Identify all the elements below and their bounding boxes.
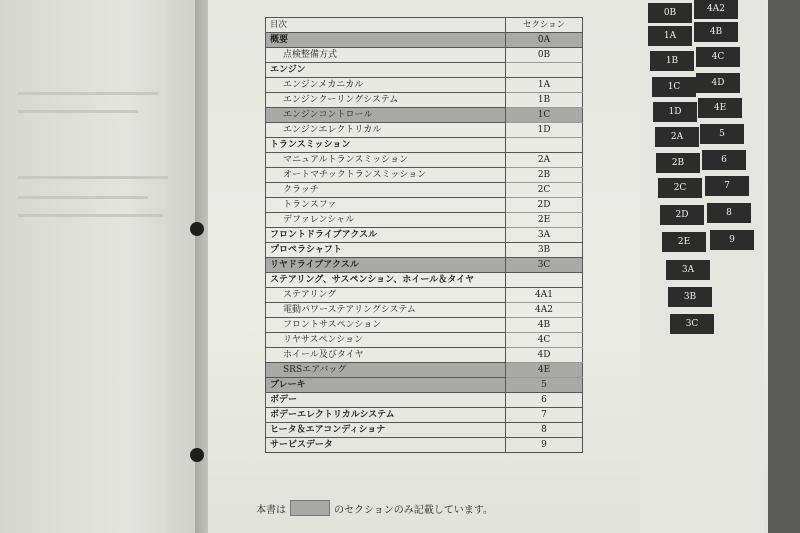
subsection-row bbox=[266, 198, 583, 213]
section-code: 2C bbox=[506, 183, 583, 198]
subsection-row bbox=[266, 303, 583, 318]
section-tab[interactable]: 2A bbox=[655, 127, 699, 147]
subsection-row bbox=[266, 363, 583, 378]
section-tab[interactable]: 1A bbox=[648, 26, 692, 46]
section-code: 3A bbox=[506, 228, 583, 243]
category-row bbox=[266, 438, 583, 453]
section-name: ボデー bbox=[266, 393, 506, 408]
section-name: マニュアルトランスミッション bbox=[266, 153, 506, 168]
category-row bbox=[266, 228, 583, 243]
section-tab[interactable]: 3A bbox=[666, 260, 710, 280]
faint-line bbox=[18, 214, 163, 217]
section-code: 0B bbox=[506, 48, 583, 63]
section-code: 6 bbox=[506, 393, 583, 408]
section-name: ホイール及びタイヤ bbox=[266, 348, 506, 363]
category-row bbox=[266, 33, 583, 48]
header-section: セクション bbox=[506, 18, 583, 33]
section-name: エンジンクーリングシステム bbox=[266, 93, 506, 108]
section-name: オートマチックトランスミッション bbox=[266, 168, 506, 183]
section-name: ブレーキ bbox=[266, 378, 506, 393]
section-name: エンジン bbox=[266, 63, 506, 78]
section-code: 1D bbox=[506, 123, 583, 138]
subsection-row bbox=[266, 123, 583, 138]
category-row bbox=[266, 258, 583, 273]
section-name: エンジンエレクトリカル bbox=[266, 123, 506, 138]
section-name: フロントサスペンション bbox=[266, 318, 506, 333]
section-tab[interactable]: 4C bbox=[696, 47, 740, 67]
section-code: 8 bbox=[506, 423, 583, 438]
section-name: SRSエアバッグ bbox=[266, 363, 506, 378]
section-tab[interactable]: 1B bbox=[650, 51, 694, 71]
section-code: 4B bbox=[506, 318, 583, 333]
section-name: エンジンコントロール bbox=[266, 108, 506, 123]
section-tab[interactable]: 9 bbox=[710, 230, 754, 250]
subsection-row bbox=[266, 153, 583, 168]
header-contents: 目次 bbox=[266, 18, 506, 33]
category-row bbox=[266, 408, 583, 423]
subsection-row bbox=[266, 213, 583, 228]
section-name: クラッチ bbox=[266, 183, 506, 198]
section-code: 1C bbox=[506, 108, 583, 123]
section-name: ヒータ＆エアコンディショナ bbox=[266, 423, 506, 438]
footnote bbox=[256, 500, 493, 516]
section-code: 2B bbox=[506, 168, 583, 183]
section-code: 9 bbox=[506, 438, 583, 453]
binder-hole bbox=[190, 448, 204, 462]
left-page bbox=[0, 0, 205, 533]
section-code: 2A bbox=[506, 153, 583, 168]
subsection-row bbox=[266, 168, 583, 183]
category-row bbox=[266, 393, 583, 408]
category-row bbox=[266, 378, 583, 393]
faint-line bbox=[18, 110, 138, 113]
footnote-suffix: のセクションのみ記載しています。 bbox=[334, 504, 493, 516]
section-tab[interactable]: 4E bbox=[698, 98, 742, 118]
subsection-row bbox=[266, 318, 583, 333]
section-name: トランスミッション bbox=[266, 138, 506, 153]
section-code: 0A bbox=[506, 33, 583, 48]
section-name: 点検整備方式 bbox=[266, 48, 506, 63]
section-code: 1B bbox=[506, 93, 583, 108]
section-name: エンジンメカニカル bbox=[266, 78, 506, 93]
section-name: ボデーエレクトリカルシステム bbox=[266, 408, 506, 423]
section-code: 1A bbox=[506, 78, 583, 93]
section-code: 3B bbox=[506, 243, 583, 258]
section-code: 4E bbox=[506, 363, 583, 378]
section-code: 4D bbox=[506, 348, 583, 363]
section-code: 4A2 bbox=[506, 303, 583, 318]
subsection-row bbox=[266, 333, 583, 348]
shade-legend-swatch bbox=[290, 500, 330, 516]
subsection-row bbox=[266, 108, 583, 123]
binder-hole bbox=[190, 222, 204, 236]
section-tab[interactable]: 1D bbox=[653, 102, 697, 122]
faint-line bbox=[18, 176, 168, 179]
section-name: プロペラシャフト bbox=[266, 243, 506, 258]
section-code bbox=[506, 138, 583, 153]
section-name: 概要 bbox=[266, 33, 506, 48]
section-code bbox=[506, 63, 583, 78]
section-tab[interactable]: 3B bbox=[668, 287, 712, 307]
section-tab[interactable]: 8 bbox=[707, 203, 751, 223]
section-tab[interactable]: 4D bbox=[696, 73, 740, 93]
section-code: 3C bbox=[506, 258, 583, 273]
category-row bbox=[266, 273, 583, 288]
section-name: ステアリング bbox=[266, 288, 506, 303]
section-name: リヤサスペンション bbox=[266, 333, 506, 348]
section-name: トランスファ bbox=[266, 198, 506, 213]
section-tab[interactable]: 2D bbox=[660, 205, 704, 225]
category-row bbox=[266, 243, 583, 258]
table-header bbox=[266, 18, 583, 33]
category-row bbox=[266, 63, 583, 78]
section-tab[interactable]: 2C bbox=[658, 178, 702, 198]
footnote-prefix: 本書は bbox=[256, 504, 286, 516]
subsection-row bbox=[266, 348, 583, 363]
section-code: 5 bbox=[506, 378, 583, 393]
section-tab[interactable]: 0B bbox=[648, 3, 692, 23]
section-code: 2D bbox=[506, 198, 583, 213]
section-tab[interactable]: 2E bbox=[662, 232, 706, 252]
subsection-row bbox=[266, 183, 583, 198]
section-tab[interactable]: 4B bbox=[694, 22, 738, 42]
category-row bbox=[266, 138, 583, 153]
section-code: 4A1 bbox=[506, 288, 583, 303]
section-tab[interactable]: 3C bbox=[670, 314, 714, 334]
faint-line bbox=[18, 92, 158, 95]
section-tab[interactable]: 1C bbox=[652, 77, 696, 97]
section-name: サービスデータ bbox=[266, 438, 506, 453]
section-name: デファレンシャル bbox=[266, 213, 506, 228]
subsection-row bbox=[266, 288, 583, 303]
section-tab[interactable]: 2B bbox=[656, 153, 700, 173]
section-tab[interactable]: 4A2 bbox=[694, 0, 738, 19]
subsection-row bbox=[266, 48, 583, 63]
section-tab[interactable]: 6 bbox=[702, 150, 746, 170]
section-tab[interactable]: 7 bbox=[705, 176, 749, 196]
section-code: 4C bbox=[506, 333, 583, 348]
section-code: 2E bbox=[506, 213, 583, 228]
subsection-row bbox=[266, 78, 583, 93]
section-name: ステアリング、サスペンション、ホイール＆タイヤ bbox=[266, 273, 506, 288]
subsection-row bbox=[266, 93, 583, 108]
section-name: 電動パワーステアリングシステム bbox=[266, 303, 506, 318]
contents-table bbox=[265, 17, 583, 453]
section-name: リヤドライブアクスル bbox=[266, 258, 506, 273]
section-tab[interactable]: 5 bbox=[700, 124, 744, 144]
section-code bbox=[506, 273, 583, 288]
section-code: 7 bbox=[506, 408, 583, 423]
faint-line bbox=[18, 196, 148, 199]
category-row bbox=[266, 423, 583, 438]
section-name: フロントドライブアクスル bbox=[266, 228, 506, 243]
